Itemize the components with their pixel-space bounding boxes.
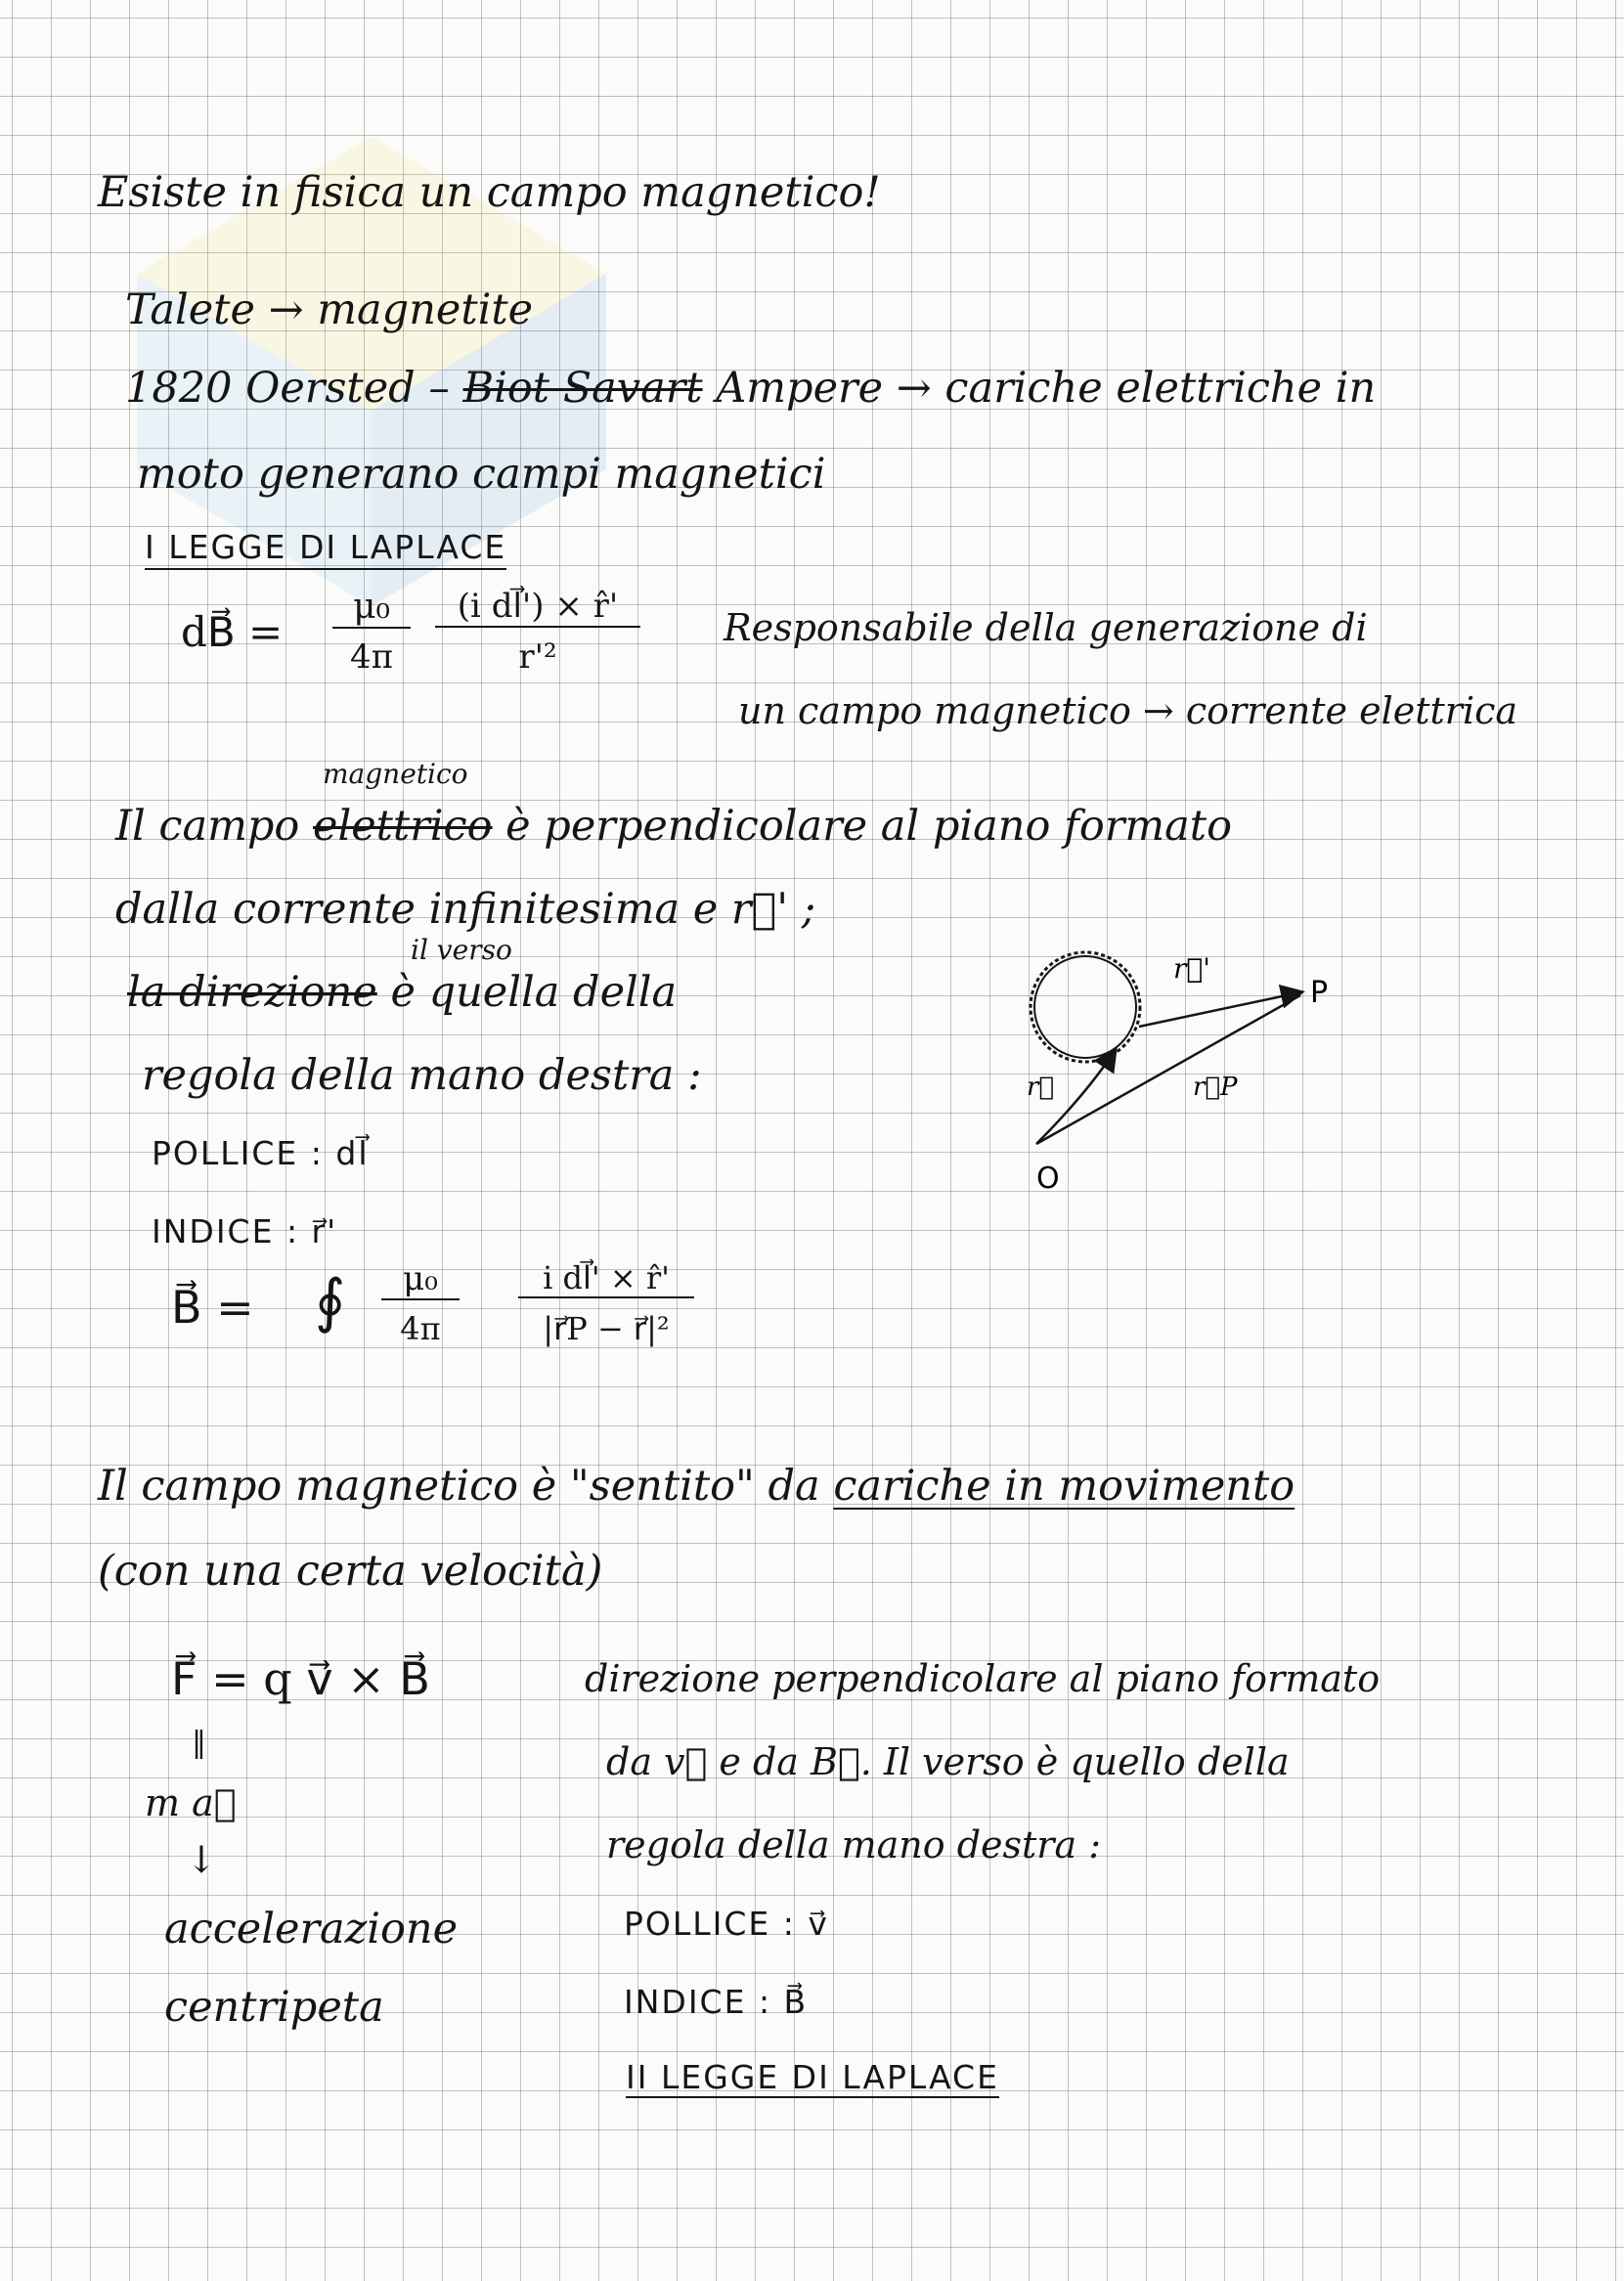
- biot-lhs: B⃗ =: [171, 1281, 254, 1334]
- moving-underlined: cariche in movimento: [833, 1462, 1295, 1511]
- indice-1: INDICE : r⃗': [152, 1212, 338, 1250]
- history-rest: Ampere → cariche elettriche in: [716, 364, 1377, 413]
- lorentz-equals-sign: ‖: [192, 1726, 206, 1760]
- history-strike: Biot Savart: [462, 364, 703, 413]
- biot-num: i dl⃗' × r̂': [518, 1259, 694, 1298]
- moving-line-2: (con una certa velocità): [98, 1547, 603, 1596]
- moving-line-1: [98, 1462, 1295, 1511]
- pollice-2: POLLICE : v⃗: [624, 1905, 829, 1943]
- biot-oint: ∮: [315, 1267, 346, 1336]
- lorentz-desc-3: regola della mano destra :: [606, 1823, 1102, 1866]
- label-r: r⃗: [1027, 1073, 1055, 1102]
- history-line-2: [125, 364, 1376, 413]
- field-dir-line-1a: Il campo: [115, 802, 300, 851]
- indice-2: INDICE : B⃗: [624, 1983, 809, 2021]
- first-law-desc-1: Responsabile della generazione di: [724, 606, 1368, 649]
- lorentz-arrow-down: ↓: [186, 1838, 217, 1881]
- biot-den: |r⃗P − r⃗|²: [543, 1310, 670, 1347]
- history-line-3: moto generano campi magnetici: [137, 450, 826, 499]
- acceleration-label-2: centripeta: [164, 1983, 384, 2032]
- label-p: P: [1310, 976, 1329, 1010]
- acceleration-label-1: accelerazione: [164, 1905, 459, 1953]
- second-law-heading: II LEGGE DI LAPLACE: [626, 2058, 999, 2096]
- first-law-desc-2: un campo magnetico → corrente elettrica: [738, 689, 1518, 732]
- insert-il-verso: il verso: [411, 934, 512, 966]
- field-dir-line-4: regola della mano destra :: [142, 1051, 702, 1100]
- label-rp: r⃗P: [1193, 1073, 1238, 1102]
- first-law-heading: I LEGGE DI LAPLACE: [145, 528, 506, 570]
- field-dir-line-3: [127, 968, 677, 1017]
- field-dir-line-1: [115, 802, 1232, 851]
- field-dir-line-2: dalla corrente infinitesima e r⃗' ;: [115, 885, 816, 934]
- first-law-mu-den: 4π: [350, 637, 393, 677]
- first-law-lhs: dB⃗ =: [181, 608, 284, 656]
- first-law-frac-den: r'²: [518, 637, 557, 677]
- page-title: Esiste in fisica un campo magnetico!: [98, 168, 881, 217]
- lorentz-desc-1: direzione perpendicolare al piano formato: [585, 1657, 1381, 1700]
- pollice-1: POLLICE : dl⃗: [152, 1134, 370, 1172]
- lorentz-ma: m a⃗: [145, 1781, 237, 1824]
- field-dir-strike-2: la direzione: [127, 968, 377, 1017]
- field-dir-line-1b: è perpendicolare al piano formato: [505, 802, 1232, 851]
- lorentz-formula: F⃗ = q v⃗ × B⃗: [171, 1652, 430, 1705]
- biot-mu-num: μ₀: [381, 1259, 460, 1300]
- first-law-mu-num: μ₀: [332, 587, 411, 629]
- insert-magnetico: magnetico: [323, 758, 468, 790]
- label-r-prime: r⃗': [1173, 952, 1210, 985]
- first-law-frac-num: (i dl⃗') × r̂': [435, 587, 640, 628]
- moving-line-1a: Il campo magnetico è "sentito" da: [98, 1462, 820, 1511]
- field-dir-strike: elettrico: [313, 802, 493, 851]
- field-dir-line-3-rest: è quella della: [390, 968, 678, 1017]
- biot-mu-den: 4π: [400, 1310, 441, 1347]
- history-year: 1820 Oersted –: [125, 364, 450, 413]
- lorentz-desc-2: da v⃗ e da B⃗. Il verso è quello della: [606, 1740, 1290, 1783]
- history-line-1: Talete → magnetite: [125, 285, 534, 334]
- loop-vector-diagram: [1017, 919, 1427, 1212]
- label-o: O: [1036, 1162, 1060, 1196]
